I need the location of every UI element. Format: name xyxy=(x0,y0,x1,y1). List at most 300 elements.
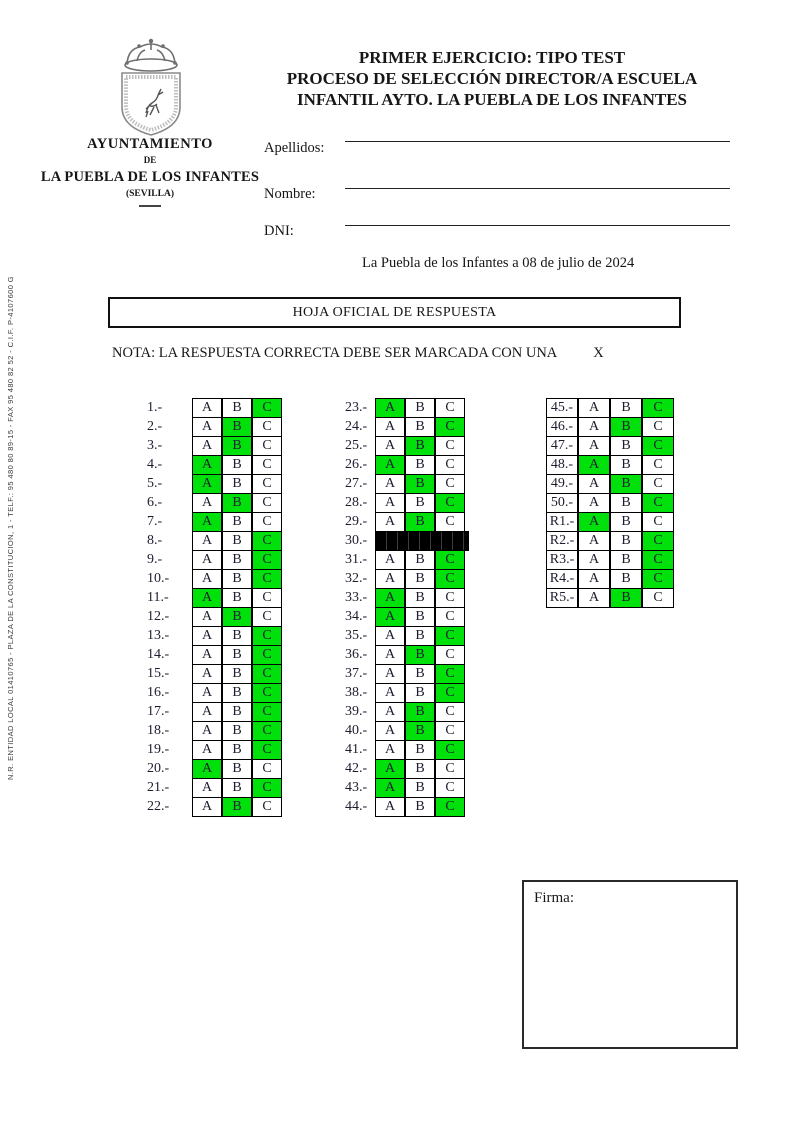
municipality-de: DE xyxy=(143,154,157,165)
options-cells xyxy=(192,417,282,437)
answer-row xyxy=(345,626,469,646)
option-cell-b: B xyxy=(222,455,252,475)
options-cells xyxy=(192,436,282,456)
option-cell-c-marked: C xyxy=(642,550,674,570)
option-cell-c: C xyxy=(252,759,282,779)
option-cell-b: B xyxy=(222,778,252,798)
options-cells xyxy=(192,607,282,627)
option-cell-c-marked: C xyxy=(642,569,674,589)
option-cell-b-marked: B xyxy=(405,702,435,722)
option-cell-b-marked: B xyxy=(405,436,435,456)
answer-column xyxy=(546,398,674,608)
option-cell-b: B xyxy=(405,740,435,760)
option-cell-a: A xyxy=(375,740,405,760)
options-cells xyxy=(546,493,674,513)
option-cell-b-marked: B xyxy=(222,493,252,513)
option-cell-c: C xyxy=(252,417,282,437)
question-number: 15.- xyxy=(147,666,170,681)
option-cell-c-marked: C xyxy=(252,626,282,646)
option-cell-c-marked: C xyxy=(435,550,465,570)
options-cells xyxy=(192,778,282,798)
option-cell-c: C xyxy=(435,607,465,627)
options-cells xyxy=(192,664,282,684)
options-cells xyxy=(375,645,465,665)
option-cell-b: B xyxy=(610,512,642,532)
question-number: 46.- xyxy=(546,417,578,437)
answer-row xyxy=(546,531,674,551)
municipality-name: AYUNTAMIENTO xyxy=(87,136,213,152)
option-cell-a: A xyxy=(578,569,610,589)
nombre-label: Nombre: xyxy=(264,186,316,202)
answer-row xyxy=(147,683,282,703)
option-cell-a: A xyxy=(192,683,222,703)
option-cell-c-marked: C xyxy=(642,398,674,418)
question-number: 24.- xyxy=(345,419,368,434)
options-cells xyxy=(192,740,282,760)
option-cell-b: B xyxy=(405,664,435,684)
option-cell-c-marked: C xyxy=(435,797,465,817)
question-number: R3.- xyxy=(546,550,578,570)
coat-of-arms-logo xyxy=(110,37,192,137)
question-number: 34.- xyxy=(345,609,368,624)
option-cell-b: B xyxy=(610,531,642,551)
answer-row xyxy=(345,398,469,418)
option-cell-a: A xyxy=(578,398,610,418)
option-cell-b: B xyxy=(405,797,435,817)
option-cell-c: C xyxy=(435,474,465,494)
option-cell-c: C xyxy=(435,645,465,665)
option-cell-a-marked: A xyxy=(375,759,405,779)
option-cell-a-marked: A xyxy=(192,455,222,475)
note-text: NOTA: LA RESPUESTA CORRECTA DEBE SER MARCADA CON UNA xyxy=(112,345,558,361)
option-cell-b: B xyxy=(405,398,435,418)
question-number: 16.- xyxy=(147,685,170,700)
options-cells xyxy=(546,455,674,475)
option-cell-b: B xyxy=(610,436,642,456)
apellidos-label: Apellidos: xyxy=(264,140,325,156)
options-cells xyxy=(375,778,465,798)
option-cell-a-marked: A xyxy=(375,455,405,475)
question-number: 14.- xyxy=(147,647,170,662)
option-cell-c: C xyxy=(642,588,674,608)
question-number: 29.- xyxy=(345,514,368,529)
question-number: 30.- xyxy=(345,533,368,548)
options-cells xyxy=(546,588,674,608)
question-number: 35.- xyxy=(345,628,368,643)
question-number: 36.- xyxy=(345,647,368,662)
question-number: R2.- xyxy=(546,531,578,551)
document-title xyxy=(262,47,722,110)
option-cell-a: A xyxy=(578,550,610,570)
options-cells xyxy=(546,550,674,570)
question-number: R4.- xyxy=(546,569,578,589)
option-cell-b: B xyxy=(222,531,252,551)
option-cell-a: A xyxy=(375,512,405,532)
option-cell-b: B xyxy=(222,569,252,589)
option-cell-c-marked: C xyxy=(642,493,674,513)
option-cell-b: B xyxy=(222,588,252,608)
option-cell-b: B xyxy=(405,569,435,589)
option-cell-c: C xyxy=(642,455,674,475)
option-cell-b-marked: B xyxy=(610,417,642,437)
answer-row xyxy=(147,778,282,798)
answer-row xyxy=(147,607,282,627)
option-cell-a: A xyxy=(375,626,405,646)
question-number: 20.- xyxy=(147,761,170,776)
options-cells xyxy=(375,702,465,722)
question-number: 31.- xyxy=(345,552,368,567)
answer-row xyxy=(147,417,282,437)
options-cells xyxy=(192,588,282,608)
option-cell-c-marked: C xyxy=(252,721,282,741)
options-cells xyxy=(375,512,465,532)
option-cell-c: C xyxy=(435,702,465,722)
answer-row xyxy=(147,759,282,779)
option-cell-c-marked: C xyxy=(252,683,282,703)
question-number: 43.- xyxy=(345,780,368,795)
question-number: 50.- xyxy=(546,493,578,513)
question-number: 8.- xyxy=(147,533,163,548)
divider-dash xyxy=(139,205,161,207)
options-cells xyxy=(375,607,465,627)
answer-row xyxy=(345,664,469,684)
answer-row xyxy=(147,721,282,741)
answer-row xyxy=(345,778,469,798)
option-cell-b: B xyxy=(405,607,435,627)
option-cell-c: C xyxy=(252,607,282,627)
option-cell-a-marked: A xyxy=(375,607,405,627)
options-cells xyxy=(375,664,465,684)
options-cells xyxy=(192,759,282,779)
option-cell-b-marked: B xyxy=(405,474,435,494)
option-cell-a-marked: A xyxy=(578,512,610,532)
question-number: 7.- xyxy=(147,514,163,529)
answer-row xyxy=(147,531,282,551)
option-cell-c-marked: C xyxy=(252,398,282,418)
answer-row xyxy=(345,759,469,779)
answer-row xyxy=(147,626,282,646)
answer-row xyxy=(345,588,469,608)
options-cells xyxy=(192,702,282,722)
note-mark-x: X xyxy=(593,345,604,361)
option-cell-c: C xyxy=(252,588,282,608)
question-number: R5.- xyxy=(546,588,578,608)
option-cell-a: A xyxy=(375,474,405,494)
options-cells xyxy=(546,417,674,437)
place-date-line: La Puebla de los Infantes a 08 de julio de 2024 xyxy=(362,255,635,271)
options-cells xyxy=(546,569,674,589)
answer-row xyxy=(546,474,674,494)
option-cell-b-marked: B xyxy=(222,436,252,456)
option-cell-c-marked: C xyxy=(252,664,282,684)
question-number: 37.- xyxy=(345,666,368,681)
answer-row xyxy=(147,550,282,570)
options-cells xyxy=(192,569,282,589)
option-cell-a-marked: A xyxy=(192,474,222,494)
option-cell-c-marked: C xyxy=(252,702,282,722)
option-cell-b-marked: B xyxy=(610,588,642,608)
answer-row xyxy=(345,607,469,627)
option-cell-b: B xyxy=(405,588,435,608)
options-cells xyxy=(375,683,465,703)
option-cell-b: B xyxy=(222,664,252,684)
answer-row xyxy=(345,493,469,513)
option-cell-b: B xyxy=(222,721,252,741)
option-cell-b: B xyxy=(610,550,642,570)
option-cell-a: A xyxy=(192,569,222,589)
options-cells xyxy=(375,550,465,570)
answer-row xyxy=(345,455,469,475)
option-cell-c: C xyxy=(435,778,465,798)
answer-row xyxy=(345,683,469,703)
answer-row xyxy=(546,569,674,589)
option-cell-c-marked: C xyxy=(435,683,465,703)
option-cell-a: A xyxy=(375,417,405,437)
question-number: 5.- xyxy=(147,476,163,491)
option-cell-b-marked: B xyxy=(405,645,435,665)
answer-row xyxy=(345,645,469,665)
answer-row xyxy=(345,531,469,551)
title-line-1: PRIMER EJERCICIO: TIPO TEST xyxy=(358,48,626,67)
question-number: R1.- xyxy=(546,512,578,532)
answer-row xyxy=(546,493,674,513)
options-cells xyxy=(192,398,282,418)
options-cells xyxy=(192,455,282,475)
options-cells xyxy=(546,531,674,551)
option-cell-a: A xyxy=(375,721,405,741)
registry-vertical-text: N.R. ENTIDAD LOCAL 01410765 - PLAZA DE LA CONSTITUCION, 1 - TELF.: 95 480 80 89-15 - FAX 95 480 82 52 - C.I.F. P-4107600 G xyxy=(6,275,15,780)
sheet-title-box xyxy=(108,297,681,328)
options-cells xyxy=(192,626,282,646)
option-cell-c: C xyxy=(252,512,282,532)
option-cell-a: A xyxy=(375,436,405,456)
question-number: 17.- xyxy=(147,704,170,719)
question-number: 11.- xyxy=(147,590,169,605)
option-cell-b: B xyxy=(405,550,435,570)
answer-column xyxy=(345,398,469,817)
answer-row xyxy=(147,702,282,722)
option-cell-b-marked: B xyxy=(405,512,435,532)
option-cell-c: C xyxy=(642,512,674,532)
option-cell-c: C xyxy=(435,398,465,418)
options-cells xyxy=(375,721,465,741)
question-number: 48.- xyxy=(546,455,578,475)
options-cells xyxy=(192,493,282,513)
options-cells xyxy=(375,493,465,513)
option-cell-a: A xyxy=(578,588,610,608)
answer-row xyxy=(147,436,282,456)
option-cell-b: B xyxy=(610,455,642,475)
option-cell-c-marked: C xyxy=(642,436,674,456)
question-number: 42.- xyxy=(345,761,368,776)
question-number: 44.- xyxy=(345,799,368,814)
answer-row xyxy=(147,588,282,608)
answer-row xyxy=(546,588,674,608)
option-cell-c: C xyxy=(252,474,282,494)
apellidos-line xyxy=(345,141,730,142)
option-cell-c: C xyxy=(435,455,465,475)
option-cell-c-marked: C xyxy=(252,740,282,760)
option-cell-b: B xyxy=(222,550,252,570)
option-cell-b: B xyxy=(222,702,252,722)
options-cells xyxy=(375,797,465,817)
question-number: 4.- xyxy=(147,457,163,472)
answer-row xyxy=(147,512,282,532)
options-cells xyxy=(375,588,465,608)
option-cell-a: A xyxy=(578,436,610,456)
option-cell-a: A xyxy=(375,645,405,665)
option-cell-b: B xyxy=(405,455,435,475)
option-cell-b-marked: B xyxy=(222,607,252,627)
question-number: 39.- xyxy=(345,704,368,719)
answer-row xyxy=(345,417,469,437)
options-cells xyxy=(375,759,465,779)
options-cells xyxy=(192,683,282,703)
question-number: 10.- xyxy=(147,571,170,586)
option-cell-c-marked: C xyxy=(252,569,282,589)
option-cell-a: A xyxy=(192,645,222,665)
option-cell-a: A xyxy=(192,702,222,722)
option-cell-b: B xyxy=(222,759,252,779)
answer-row xyxy=(546,398,674,418)
option-cell-c: C xyxy=(252,493,282,513)
option-cell-a: A xyxy=(375,550,405,570)
option-cell-b: B xyxy=(405,778,435,798)
answer-row xyxy=(147,398,282,418)
option-cell-a: A xyxy=(192,797,222,817)
option-cell-b: B xyxy=(222,683,252,703)
option-cell-c: C xyxy=(435,436,465,456)
question-number: 26.- xyxy=(345,457,368,472)
question-number: 22.- xyxy=(147,799,170,814)
question-number: 21.- xyxy=(147,780,170,795)
answer-row xyxy=(147,797,282,817)
options-cells xyxy=(192,721,282,741)
question-number: 38.- xyxy=(345,685,368,700)
option-cell-b: B xyxy=(222,512,252,532)
options-cells xyxy=(192,797,282,817)
municipality-town: LA PUEBLA DE LOS INFANTES xyxy=(40,168,260,185)
answer-row xyxy=(546,550,674,570)
option-cell-a: A xyxy=(192,778,222,798)
option-cell-a: A xyxy=(192,607,222,627)
options-cells xyxy=(192,512,282,532)
options-cells xyxy=(192,550,282,570)
title-line-3: INFANTIL AYTO. LA PUEBLA DE LOS INFANTES xyxy=(296,90,687,109)
option-cell-a: A xyxy=(375,797,405,817)
options-cells xyxy=(375,455,465,475)
answer-row xyxy=(147,493,282,513)
answer-row xyxy=(345,436,469,456)
option-cell-a-marked: A xyxy=(192,512,222,532)
option-cell-a: A xyxy=(375,702,405,722)
option-cell-b-marked: B xyxy=(610,474,642,494)
option-cell-b: B xyxy=(222,645,252,665)
options-cells xyxy=(192,531,282,551)
option-cell-b: B xyxy=(405,626,435,646)
answer-row xyxy=(147,664,282,684)
options-cells xyxy=(375,626,465,646)
option-cell-c-marked: C xyxy=(642,531,674,551)
question-number: 12.- xyxy=(147,609,170,624)
option-cell-c-marked: C xyxy=(252,531,282,551)
option-cell-c-marked: C xyxy=(435,569,465,589)
question-number: 18.- xyxy=(147,723,170,738)
option-cell-b: B xyxy=(222,474,252,494)
answer-row xyxy=(546,455,674,475)
question-number: 49.- xyxy=(546,474,578,494)
option-cell-a-marked: A xyxy=(375,588,405,608)
municipality-block xyxy=(30,137,270,207)
options-cells xyxy=(375,474,465,494)
option-cell-a: A xyxy=(375,683,405,703)
option-cell-a-marked: A xyxy=(375,778,405,798)
option-cell-c-marked: C xyxy=(435,740,465,760)
option-cell-a: A xyxy=(192,550,222,570)
option-cell-c-marked: C xyxy=(252,645,282,665)
option-cell-a-marked: A xyxy=(192,588,222,608)
option-cell-c: C xyxy=(252,797,282,817)
option-cell-b: B xyxy=(405,493,435,513)
question-number: 1.- xyxy=(147,400,163,415)
question-number: 47.- xyxy=(546,436,578,456)
nombre-line xyxy=(345,188,730,189)
options-cells xyxy=(375,436,465,456)
question-number: 23.- xyxy=(345,400,368,415)
option-cell-c-marked: C xyxy=(252,778,282,798)
answer-row xyxy=(147,455,282,475)
sheet-title: HOJA OFICIAL DE RESPUESTA xyxy=(292,304,497,320)
option-cell-a: A xyxy=(192,493,222,513)
option-cell-b: B xyxy=(610,569,642,589)
option-cell-b-marked: B xyxy=(222,417,252,437)
option-cell-a: A xyxy=(578,531,610,551)
option-cell-b: B xyxy=(222,398,252,418)
question-number: 40.- xyxy=(345,723,368,738)
option-cell-b-marked: B xyxy=(405,721,435,741)
options-cells xyxy=(375,740,465,760)
question-number: 27.- xyxy=(345,476,368,491)
option-cell-a: A xyxy=(192,721,222,741)
option-cell-a-marked: A xyxy=(375,398,405,418)
option-cell-c: C xyxy=(435,588,465,608)
option-cell-a: A xyxy=(375,493,405,513)
option-cell-b: B xyxy=(610,493,642,513)
answer-row xyxy=(147,569,282,589)
answer-row xyxy=(546,417,674,437)
question-number: 25.- xyxy=(345,438,368,453)
question-number: 33.- xyxy=(345,590,368,605)
option-cell-c: C xyxy=(252,455,282,475)
option-cell-c-marked: C xyxy=(435,626,465,646)
option-cell-a: A xyxy=(375,569,405,589)
dni-line xyxy=(345,225,730,226)
title-line-2: PROCESO DE SELECCIÓN DIRECTOR/A ESCUELA xyxy=(286,69,698,88)
option-cell-c: C xyxy=(642,474,674,494)
option-cell-c-marked: C xyxy=(435,417,465,437)
question-number: 13.- xyxy=(147,628,170,643)
answer-row xyxy=(345,569,469,589)
options-cells xyxy=(375,398,465,418)
options-cells xyxy=(546,398,674,418)
option-cell-b: B xyxy=(222,626,252,646)
answer-row xyxy=(147,474,282,494)
options-cells xyxy=(546,436,674,456)
dni-label: DNI: xyxy=(264,223,294,239)
option-cell-c: C xyxy=(435,759,465,779)
signature-box xyxy=(522,880,738,1049)
municipality-province: (SEVILLA) xyxy=(125,188,175,199)
